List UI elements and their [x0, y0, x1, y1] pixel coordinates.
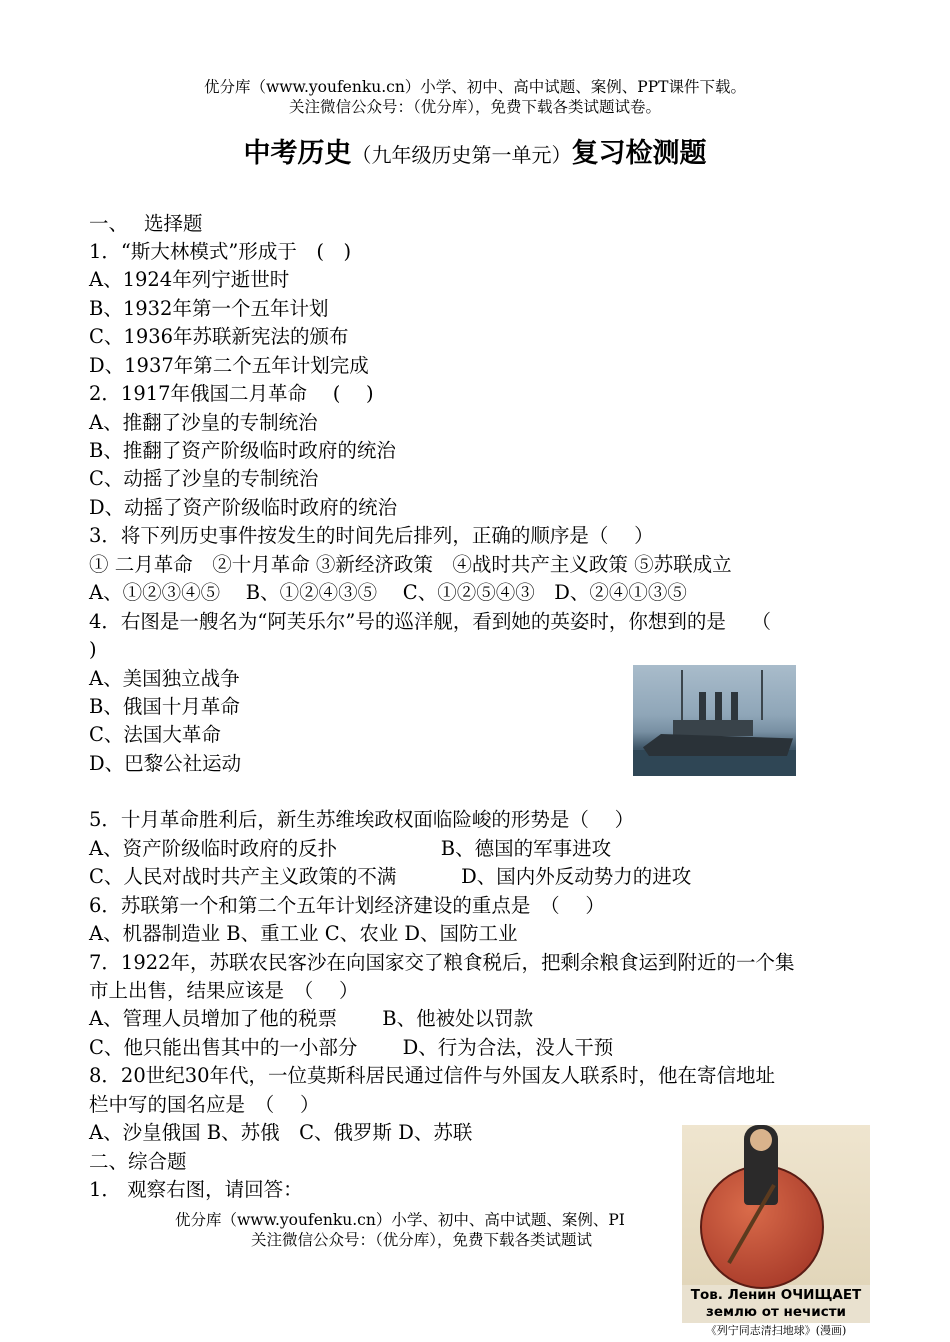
title-part-2: （九年级历史第一单元） [351, 143, 572, 167]
q2-option-a: A、推翻了沙皇的专制统治 [89, 411, 318, 434]
question-7-cont: 市上出售，结果应该是 （ ） [89, 979, 359, 1002]
q4-option-a: A、美国独立战争 [89, 667, 240, 690]
footer-line-1: 优分库（www.youfenku.cn）小学、初中、高中试题、案例、PI [175, 1211, 625, 1229]
q2-option-d: D、动摇了资产阶级临时政府的统治 [89, 496, 398, 519]
poster-caption-line-2: землю от нечисти [705, 1304, 847, 1320]
q7-options-ab: A、管理人员增加了他的税票 B、他被处以罚款 [89, 1007, 534, 1030]
q2-option-b: B、推翻了资产阶级临时政府的统治 [89, 439, 396, 462]
poster-caption-russian [682, 1287, 870, 1321]
lenin-poster-image [682, 1125, 870, 1323]
title-part-3: 复习检测题 [571, 138, 707, 169]
aurora-cruiser-photo [633, 665, 796, 776]
q2-option-c: C、动摇了沙皇的专制统治 [89, 467, 319, 490]
q3-events: ① 二月革命 ②十月革命 ③新经济政策 ④战时共产主义政策 ⑤苏联成立 [89, 553, 732, 576]
question-4-paren: ) [89, 638, 97, 661]
q5-options-cd: C、人民对战时共产主义政策的不满 D、国内外反动势力的进攻 [89, 865, 692, 888]
q4-option-d: D、巴黎公社运动 [89, 752, 242, 775]
footer-line-2: 关注微信公众号：（优分库），免费下载各类试题试 [251, 1231, 593, 1249]
q6-options: A、机器制造业 B、重工业 C、农业 D、国防工业 [89, 922, 518, 945]
q4-option-b: B、俄国十月革命 [89, 695, 240, 718]
q1-option-b: B、1932年第一个五年计划 [89, 297, 329, 320]
page-title [0, 134, 950, 177]
q7-options-cd: C、他只能出售其中的一小部分 D、行为合法，没人干预 [89, 1036, 614, 1059]
q1-option-c: C、1936年苏联新宪法的颁布 [89, 325, 349, 348]
poster-title: 《列宁同志清扫地球》(漫画) [705, 1324, 847, 1337]
q4-option-c: C、法国大革命 [89, 723, 221, 746]
question-5: 5．十月革命胜利后，新生苏维埃政权面临险峻的形势是（ ） [89, 808, 635, 831]
question-8-cont: 栏中写的国名应是 （ ） [89, 1093, 320, 1116]
question-2: 2．1917年俄国二月革命 ( ) [89, 382, 374, 405]
comprehensive-question-1: 1． 观察右图，请回答： [89, 1178, 303, 1201]
question-4: 4．右图是一艘名为“阿芙乐尔”号的巡洋舰，看到她的英姿时，你想到的是 （ [89, 610, 772, 633]
header-line-2: 关注微信公众号：（优分库），免费下载各类试题试卷。 [288, 98, 661, 116]
q3-options: A、①②③④⑤ B、①②④③⑤ C、①②⑤④③ D、②④①③⑤ [89, 581, 687, 604]
question-7: 7．1922年，苏联农民客沙在向国家交了粮食税后，把剩余粮食运到附近的一个集 [89, 951, 795, 974]
q5-options-ab: A、资产阶级临时政府的反扑 B、德国的军事进攻 [89, 837, 612, 860]
poster-caption-line-1: Тов. Ленин ОЧИЩАЕТ [690, 1287, 862, 1303]
section-heading-comprehensive: 二、综合题 [89, 1150, 187, 1173]
question-8: 8．20世纪30年代，一位莫斯科居民通过信件与外国友人联系时，他在寄信地址 [89, 1064, 776, 1087]
header-line-1: 优分库（www.youfenku.cn）小学、初中、高中试题、案例、PPT课件下载。 [203, 78, 747, 96]
q8-options: A、沙皇俄国 B、苏俄 C、俄罗斯 D、苏联 [89, 1121, 473, 1144]
section-heading-choice: 一、 选择题 [89, 212, 203, 235]
title-part-1: 中考历史 [243, 138, 352, 169]
question-3: 3．将下列历史事件按发生的时间先后排列，正确的顺序是（ ） [89, 524, 654, 547]
q1-option-d: D、1937年第二个五年计划完成 [89, 354, 369, 377]
q1-option-a: A、1924年列宁逝世时 [89, 268, 290, 291]
question-1: 1．“斯大林模式”形成于 ( ) [89, 240, 352, 263]
question-6: 6．苏联第一个和第二个五年计划经济建设的重点是 （ ） [89, 894, 605, 917]
